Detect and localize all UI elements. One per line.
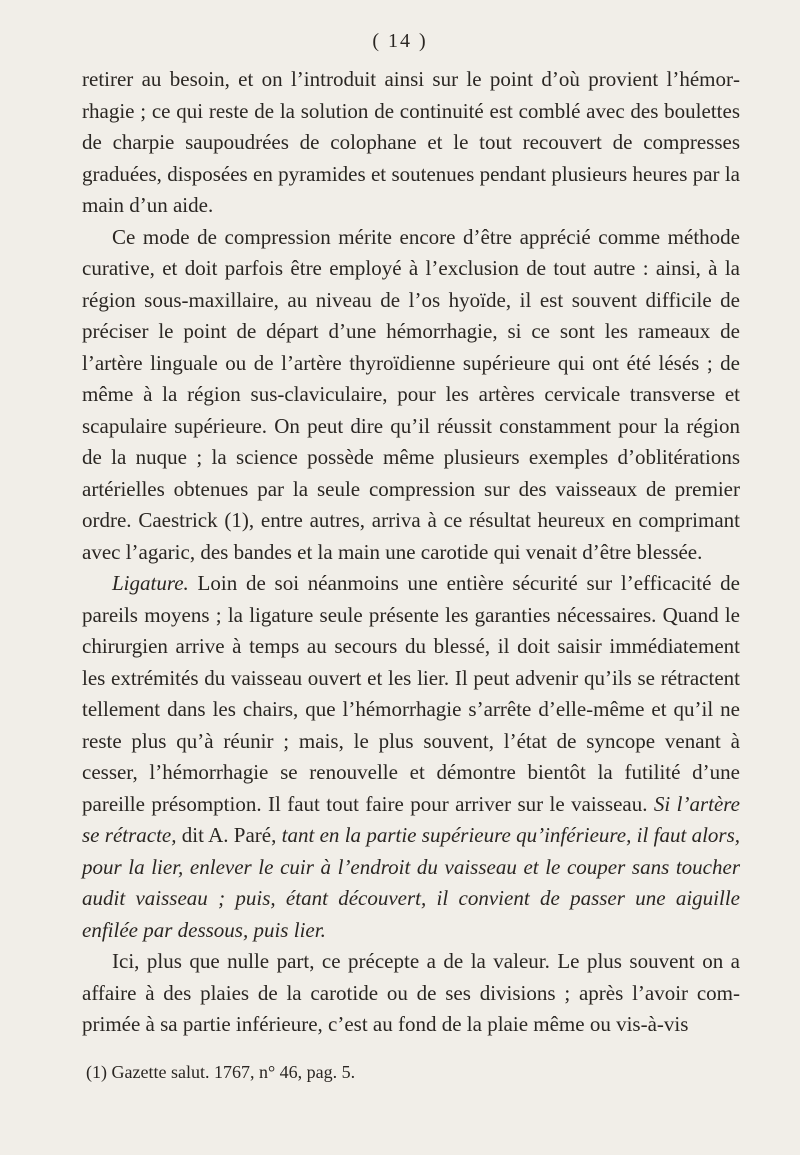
paragraph-3-text: Loin de soi néanmoins une entière sécurité sur l’efficacité de pareils moyens ; la ligature seule présente les garanties nécessaires. Quand le chirurgien arrive à temps au secours du blessé, il doit saisir immédiatement les extrémités du vaisseau ouvert et les lier. Il peut advenir qu’ils se rétractent tellement dans les chairs, que l’hémorrhagie s’arrête d’elle-même et qu’il ne reste plus qu’à réunir ; mais, le plus souvent, l’état de syncope venant à cesser, l’hémorrhagie se renouvelle et démontre bientôt la futilité d’une pareille présomption. Il faut tout faire pour arriver sur le vaisseau. bbox=[82, 571, 740, 816]
pare-attribution: dit A. Paré, bbox=[176, 823, 282, 847]
body-text bbox=[82, 64, 740, 1041]
paragraph-2: Ce mode de compression mérite encore d’être apprécié comme méthode curative, et doit parfois être employé à l’exclusion de tout autre : ainsi, à la région sous-maxillaire, au niveau de l’os hyoïde, il est souvent difficile de préciser le point de départ d’une hémorrhagie, si ce sont les rameaux de l’artère linguale ou de l’artère thyroïdienne supérieure qui ont été lésés ; de même à la région sus-claviculaire, pour les artères cervicale transverse et scapulaire supérieure. On peut dire qu’il réussit constamment pour la région de la nuque ; la science possède même plusieurs exemples d’oblitérations artérielles obtenues par la seule compression sur des vaisseaux de premier ordre. Caestrick (1), entre autres, arriva à ce résultat heureux en comprimant avec l’agaric, des bandes et la main une carotide qui venait d’être blessée. bbox=[82, 224, 740, 564]
section-heading-ligature: Ligature. bbox=[112, 571, 189, 595]
page-number: ( 14 ) bbox=[372, 30, 428, 52]
footnote: (1) Gazette salut. 1767, n° 46, pag. 5. bbox=[86, 1062, 356, 1082]
pare-quote-1: Si l’artère se rétracte, bbox=[82, 791, 740, 847]
paragraph-4: Ici, plus que nulle part, ce précepte a de la valeur. Le plus souvent on a affaire à des plaies de la carotide ou de ses divisions ; après l’avoir comprimée à sa partie inférieure, c’est au fond de la plaie même ou vis-à-vis bbox=[82, 949, 740, 1036]
paragraph-3 bbox=[82, 568, 740, 946]
paragraph-1: retirer au besoin, et on l’introduit ainsi sur le point d’où provient l’hémorrhagie ; ce qui reste de la solution de continuité est comblé avec des boulettes de charpie saupoudrées de colophane et le tout recouvert de compresses graduées, disposées en pyramides et soutenues pendant plusieurs heures par la main d’un aide. bbox=[82, 67, 740, 217]
pare-quote-2: tant en la partie supérieure qu’inférieure, il faut alors, pour la lier, enlever le cuir à l’endroit du vaisseau et le couper sans toucher audit vaisseau ; puis, étant découvert, il convient de passer une aiguille enfilée par dessous, puis lier. bbox=[82, 823, 740, 942]
